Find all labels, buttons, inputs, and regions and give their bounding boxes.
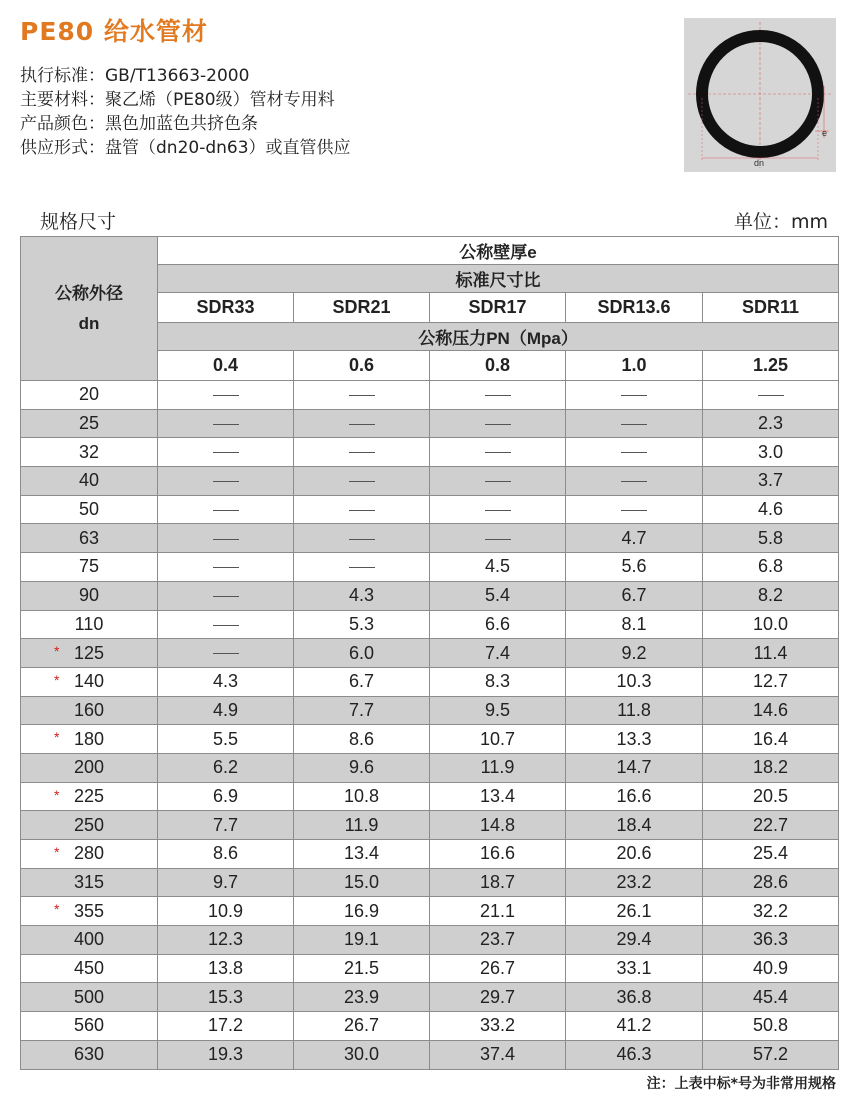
dn-header (21, 237, 158, 381)
thickness-cell: 10.7 (430, 725, 566, 754)
dn-value: 20 (78, 384, 100, 405)
dn-cell (21, 868, 158, 897)
table-row (21, 438, 839, 467)
thickness-cell: 29.4 (566, 926, 703, 955)
thickness-cell: 33.1 (566, 954, 703, 983)
thickness-cell (294, 438, 430, 467)
not-applicable-dash (349, 539, 375, 540)
dn-value: 50 (78, 499, 100, 520)
dn-value: 40 (78, 470, 100, 491)
thickness-cell: 6.9 (158, 782, 294, 811)
thickness-cell: 6.2 (158, 753, 294, 782)
not-applicable-dash (485, 539, 511, 540)
dn-cell (21, 696, 158, 725)
thickness-cell (430, 467, 566, 496)
thickness-cell: 21.1 (430, 897, 566, 926)
thickness-cell: 22.7 (703, 811, 839, 840)
sdr-header: SDR33 (158, 293, 294, 323)
thickness-cell (430, 409, 566, 438)
uncommon-star-icon: * (54, 643, 60, 660)
thickness-cell: 14.8 (430, 811, 566, 840)
not-applicable-dash (485, 510, 511, 511)
thickness-cell: 6.8 (703, 553, 839, 582)
thickness-cell: 11.4 (703, 639, 839, 668)
dn-value: 32 (78, 441, 100, 462)
thickness-cell: 33.2 (430, 1012, 566, 1041)
dn-value: 225 (73, 785, 105, 806)
dn-value: 560 (73, 1015, 105, 1036)
not-applicable-dash (621, 510, 647, 511)
thickness-cell: 7.7 (158, 811, 294, 840)
thickness-cell: 3.0 (703, 438, 839, 467)
table-row (21, 1012, 839, 1041)
dn-cell (21, 438, 158, 467)
figure-label-dn: dn (754, 158, 765, 168)
dn-cell (21, 926, 158, 955)
spec-material: 主要材料：聚乙烯（PE80级）管材专用料 (20, 90, 335, 110)
thickness-cell (430, 495, 566, 524)
not-applicable-dash (485, 395, 511, 396)
dn-value: 500 (73, 986, 105, 1007)
thickness-cell: 18.4 (566, 811, 703, 840)
dn-value: 63 (78, 527, 100, 548)
not-applicable-dash (213, 424, 239, 425)
not-applicable-dash (213, 481, 239, 482)
spec-standard: 执行标准：GB/T13663-2000 (20, 66, 250, 86)
uncommon-star-icon: * (54, 729, 60, 746)
thickness-cell: 6.7 (294, 667, 430, 696)
thickness-cell: 8.6 (294, 725, 430, 754)
thickness-cell: 36.3 (703, 926, 839, 955)
dn-cell (21, 983, 158, 1012)
thickness-cell: 7.7 (294, 696, 430, 725)
thickness-cell: 37.4 (430, 1040, 566, 1069)
thickness-cell: 14.6 (703, 696, 839, 725)
thickness-cell: 25.4 (703, 840, 839, 869)
pipe-cross-section-figure (684, 18, 836, 172)
dn-value: 125 (73, 642, 105, 663)
not-applicable-dash (213, 567, 239, 568)
thickness-cell: 4.3 (294, 581, 430, 610)
dn-value: 75 (78, 556, 100, 577)
table-row (21, 840, 839, 869)
wall-thickness-header: 公称壁厚e (158, 237, 839, 265)
dn-value: 280 (73, 843, 105, 864)
table-row (21, 495, 839, 524)
sdr-header: SDR21 (294, 293, 430, 323)
dn-cell (21, 753, 158, 782)
table-row (21, 409, 839, 438)
thickness-cell: 19.3 (158, 1040, 294, 1069)
thickness-cell (294, 553, 430, 582)
thickness-cell (430, 524, 566, 553)
thickness-cell (158, 409, 294, 438)
dn-value: 355 (73, 900, 105, 921)
thickness-cell (158, 639, 294, 668)
sdr-header: SDR13.6 (566, 293, 703, 323)
thickness-cell (566, 495, 703, 524)
spec-table (20, 236, 839, 1070)
figure-label-e: e (822, 128, 828, 138)
thickness-cell: 28.6 (703, 868, 839, 897)
thickness-cell: 20.5 (703, 782, 839, 811)
thickness-cell (158, 438, 294, 467)
not-applicable-dash (213, 452, 239, 453)
not-applicable-dash (485, 481, 511, 482)
thickness-cell: 23.7 (430, 926, 566, 955)
dn-value: 25 (78, 413, 100, 434)
dn-cell (21, 725, 158, 754)
dn-cell (21, 381, 158, 410)
uncommon-star-icon: * (54, 844, 60, 860)
thickness-cell (566, 438, 703, 467)
thickness-cell (158, 581, 294, 610)
sdr-header: SDR11 (703, 293, 839, 323)
thickness-cell (158, 524, 294, 553)
thickness-cell: 26.7 (430, 954, 566, 983)
thickness-cell (158, 610, 294, 639)
dn-cell (21, 667, 158, 696)
thickness-cell: 8.3 (430, 667, 566, 696)
sdr-group-header: 标准尺寸比 (158, 265, 839, 293)
thickness-cell: 2.3 (703, 409, 839, 438)
thickness-cell: 6.0 (294, 639, 430, 668)
thickness-cell (158, 381, 294, 410)
thickness-cell: 23.9 (294, 983, 430, 1012)
not-applicable-dash (213, 653, 239, 654)
table-row (21, 581, 839, 610)
pn-header: 1.0 (566, 351, 703, 381)
table-row (21, 868, 839, 897)
table-row (21, 1040, 839, 1069)
dn-header-label: 公称外径 (55, 283, 123, 303)
thickness-cell (430, 381, 566, 410)
thickness-cell: 5.3 (294, 610, 430, 639)
thickness-cell: 5.6 (566, 553, 703, 582)
thickness-cell: 12.7 (703, 667, 839, 696)
not-applicable-dash (213, 510, 239, 511)
thickness-cell: 11.8 (566, 696, 703, 725)
thickness-cell: 4.6 (703, 495, 839, 524)
thickness-cell (294, 524, 430, 553)
pn-header: 0.4 (158, 351, 294, 381)
not-applicable-dash (758, 395, 784, 396)
thickness-cell: 14.7 (566, 753, 703, 782)
dn-value: 400 (73, 929, 105, 950)
dn-cell (21, 610, 158, 639)
thickness-cell: 5.4 (430, 581, 566, 610)
table-body (21, 381, 839, 1070)
thickness-cell: 19.1 (294, 926, 430, 955)
thickness-cell: 9.5 (430, 696, 566, 725)
thickness-cell: 8.6 (158, 840, 294, 869)
thickness-cell: 8.1 (566, 610, 703, 639)
thickness-cell: 5.8 (703, 524, 839, 553)
thickness-cell: 15.3 (158, 983, 294, 1012)
thickness-cell: 5.5 (158, 725, 294, 754)
dn-value: 180 (73, 728, 105, 749)
not-applicable-dash (485, 452, 511, 453)
unit-label: 单位：mm (733, 211, 828, 233)
not-applicable-dash (621, 395, 647, 396)
thickness-cell: 40.9 (703, 954, 839, 983)
table-row (21, 696, 839, 725)
thickness-cell: 32.2 (703, 897, 839, 926)
dn-cell (21, 495, 158, 524)
not-applicable-dash (213, 625, 239, 626)
thickness-cell: 46.3 (566, 1040, 703, 1069)
table-row (21, 782, 839, 811)
thickness-cell (158, 467, 294, 496)
thickness-cell (566, 381, 703, 410)
thickness-cell: 45.4 (703, 983, 839, 1012)
thickness-cell: 50.8 (703, 1012, 839, 1041)
thickness-cell: 10.9 (158, 897, 294, 926)
not-applicable-dash (213, 539, 239, 540)
table-row (21, 553, 839, 582)
dn-value: 110 (74, 613, 104, 634)
dn-value: 630 (73, 1044, 105, 1065)
thickness-cell (158, 495, 294, 524)
thickness-cell: 26.7 (294, 1012, 430, 1041)
thickness-cell: 8.2 (703, 581, 839, 610)
thickness-cell: 16.9 (294, 897, 430, 926)
thickness-cell (294, 467, 430, 496)
thickness-cell: 26.1 (566, 897, 703, 926)
uncommon-star-icon: * (54, 671, 60, 688)
thickness-cell: 7.4 (430, 639, 566, 668)
thickness-cell: 21.5 (294, 954, 430, 983)
table-row (21, 524, 839, 553)
thickness-cell: 18.2 (703, 753, 839, 782)
not-applicable-dash (485, 424, 511, 425)
sdr-header: SDR17 (430, 293, 566, 323)
table-row (21, 381, 839, 410)
thickness-cell: 30.0 (294, 1040, 430, 1069)
not-applicable-dash (621, 452, 647, 453)
thickness-cell: 9.2 (566, 639, 703, 668)
pn-header: 1.25 (703, 351, 839, 381)
page-title: PE80 给水管材 (20, 17, 208, 46)
thickness-cell: 41.2 (566, 1012, 703, 1041)
dn-cell (21, 897, 158, 926)
thickness-cell: 18.7 (430, 868, 566, 897)
thickness-cell: 20.6 (566, 840, 703, 869)
thickness-cell: 16.4 (703, 725, 839, 754)
dn-cell (21, 1012, 158, 1041)
thickness-cell: 4.9 (158, 696, 294, 725)
dn-cell (21, 553, 158, 582)
thickness-cell (294, 495, 430, 524)
dn-cell (21, 581, 158, 610)
dn-value: 250 (73, 814, 105, 835)
pn-header: 0.8 (430, 351, 566, 381)
not-applicable-dash (213, 395, 239, 396)
table-row (21, 725, 839, 754)
thickness-cell: 13.8 (158, 954, 294, 983)
thickness-cell: 9.6 (294, 753, 430, 782)
dn-cell (21, 954, 158, 983)
thickness-cell (430, 438, 566, 467)
thickness-cell: 15.0 (294, 868, 430, 897)
table-row (21, 610, 839, 639)
thickness-cell: 10.0 (703, 610, 839, 639)
thickness-cell: 11.9 (294, 811, 430, 840)
thickness-cell: 3.7 (703, 467, 839, 496)
dn-cell (21, 811, 158, 840)
not-applicable-dash (213, 596, 239, 597)
table-row (21, 467, 839, 496)
thickness-cell: 16.6 (430, 840, 566, 869)
dn-cell (21, 840, 158, 869)
dn-value: 90 (78, 585, 100, 606)
thickness-cell: 17.2 (158, 1012, 294, 1041)
not-applicable-dash (349, 452, 375, 453)
thickness-cell: 6.6 (430, 610, 566, 639)
dn-value: 160 (73, 699, 105, 720)
thickness-cell (703, 381, 839, 410)
thickness-cell: 13.3 (566, 725, 703, 754)
not-applicable-dash (349, 395, 375, 396)
thickness-cell (294, 381, 430, 410)
thickness-cell: 6.7 (566, 581, 703, 610)
thickness-cell: 13.4 (294, 840, 430, 869)
thickness-cell: 57.2 (703, 1040, 839, 1069)
footnote: 注：上表中标*号为非常用规格 (646, 1076, 836, 1092)
thickness-cell: 11.9 (430, 753, 566, 782)
table-row (21, 639, 839, 668)
dn-cell (21, 1040, 158, 1069)
thickness-cell: 4.7 (566, 524, 703, 553)
thickness-cell: 16.6 (566, 782, 703, 811)
not-applicable-dash (349, 510, 375, 511)
dn-cell (21, 409, 158, 438)
table-row (21, 983, 839, 1012)
dn-value: 315 (73, 872, 105, 893)
thickness-cell: 9.7 (158, 868, 294, 897)
table-row (21, 811, 839, 840)
table-row (21, 926, 839, 955)
spec-supply: 供应形式：盘管（dn20-dn63）或直管供应 (20, 138, 351, 158)
table-caption: 规格尺寸 (40, 211, 117, 233)
dn-cell (21, 467, 158, 496)
not-applicable-dash (621, 424, 647, 425)
thickness-cell (566, 467, 703, 496)
thickness-cell (158, 553, 294, 582)
dn-value: 140 (73, 671, 105, 692)
thickness-cell: 36.8 (566, 983, 703, 1012)
thickness-cell: 10.8 (294, 782, 430, 811)
dn-value: 450 (73, 958, 105, 979)
thickness-cell: 13.4 (430, 782, 566, 811)
uncommon-star-icon: * (54, 901, 60, 918)
thickness-cell: 23.2 (566, 868, 703, 897)
dn-cell (21, 639, 158, 668)
table-row (21, 667, 839, 696)
thickness-cell: 12.3 (158, 926, 294, 955)
not-applicable-dash (349, 481, 375, 482)
dn-value: 200 (73, 757, 105, 778)
dn-cell (21, 782, 158, 811)
thickness-cell (294, 409, 430, 438)
not-applicable-dash (349, 424, 375, 425)
uncommon-star-icon: * (54, 786, 60, 803)
thickness-cell: 29.7 (430, 983, 566, 1012)
pn-header: 0.6 (294, 351, 430, 381)
thickness-cell: 4.5 (430, 553, 566, 582)
thickness-cell: 4.3 (158, 667, 294, 696)
spec-color: 产品颜色：黑色加蓝色共挤色条 (20, 114, 258, 134)
thickness-cell: 10.3 (566, 667, 703, 696)
thickness-cell (566, 409, 703, 438)
table-row (21, 954, 839, 983)
not-applicable-dash (349, 567, 375, 568)
pressure-group-header: 公称压力PN（Mpa） (158, 323, 839, 351)
dn-cell (21, 524, 158, 553)
spec-list (20, 64, 351, 160)
table-row (21, 897, 839, 926)
not-applicable-dash (621, 481, 647, 482)
dn-header-symbol: dn (78, 313, 100, 333)
table-row (21, 753, 839, 782)
